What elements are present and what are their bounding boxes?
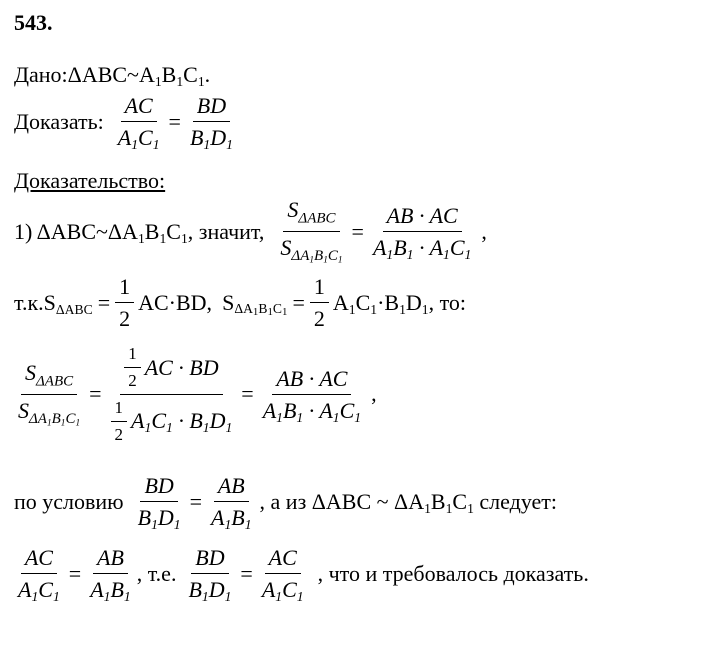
fraction-bd-over-b1d1-2: $\frac{BD}{B_1D_1}$	[137, 473, 181, 532]
then-label: , то:	[428, 289, 467, 315]
area-computation-line: $\frac{S_{\Delta ABC}}{S_{\Delta A_1B_1C_1}}$ = $\frac{1}{2}$ AC · BD $\frac{1}{2}$ $A_1C_1 \cdot B_1D_1$ = $\frac{AB \cdot AC}{A_1B_1 \cdot A_1C_1}$ ,	[14, 345, 377, 443]
given-line	[14, 62, 211, 89]
te-label: , т.е.	[136, 560, 177, 586]
expr-a1c1-b1d1: $A_1C_1\cdot B_1D_1$	[332, 289, 429, 317]
fraction-ac-over-a1c1-3: $\frac{AC}{A_1C_1}$	[261, 545, 304, 604]
fraction-half-products: $\frac{1}{2}$ AC · BD $\frac{1}{2}$ $A_1C_1 \cdot B_1D_1$	[107, 345, 237, 443]
fraction-ab-ac-ratio-2: $\frac{AB \cdot AC}{A_1B_1 \cdot A_1C_1}$	[262, 365, 362, 425]
proof-heading: Доказательство:	[14, 168, 166, 193]
expr-ac-bd: AC·BD,	[138, 289, 213, 315]
follows-text: , а из ΔABC ~ $\Delta A_1B_1C_1$ следует:	[259, 488, 558, 516]
fraction-area-ratio: $\frac{S_{\Delta ABC}}{S_{\Delta A_1B_1C_1}}$	[280, 197, 343, 266]
fraction-bd-over-b1d1-3: $\frac{BD}{B_1D_1}$	[188, 545, 232, 604]
fraction-one-half-2: $\frac{1}{2}$	[310, 275, 329, 330]
fraction-ac-over-a1c1-2: $\frac{AC}{A_1C_1}$	[18, 545, 60, 604]
condition-label: по условию	[14, 488, 124, 514]
given-expression: $\Delta ABC\sim A_1B_1C_1$.	[67, 62, 211, 89]
fraction-ab-over-a1b1-2: $\frac{AB}{A_1B_1}$	[90, 545, 131, 604]
problem-number: 543.	[14, 10, 53, 35]
fraction-area-ratio-2: $\frac{S_{\Delta ABC}}{S_{\Delta A_1B_1C_1}}$	[18, 359, 81, 429]
fraction-bd-over-b1d1: $\frac{BD}{B_1D_1}$	[189, 93, 233, 152]
step1-prefix: 1) $\Delta ABC\sim\Delta A_1B_1C_1$, значит,	[14, 218, 265, 246]
fraction-ab-over-a1b1: $\frac{AB}{A_1B_1}$	[211, 473, 252, 532]
fraction-ab-ac-ratio: $\frac{AB \cdot AC}{A_1B_1 \cdot A_1C_1}$	[372, 202, 472, 262]
prove-label: Доказать:	[14, 108, 104, 134]
prove-line: Доказать: $\frac{AC}{A_1C_1}$ = $\frac{BD}{B_1D_1}$	[14, 94, 237, 149]
fraction-one-half: $\frac{1}{2}$	[115, 275, 134, 330]
final-line: $\frac{AC}{A_1C_1}$ = $\frac{AB}{A_1B_1}$ , т.е. $\frac{BD}{B_1D_1}$ = $\frac{AC}{A_1C_1}$ , что и требовалось доказать.	[14, 546, 589, 601]
fraction-ac-over-a1c1: $\frac{AC}{A_1C_1}$	[117, 93, 160, 152]
condition-line: по условию $\frac{BD}{B_1D_1}$ = $\frac{AB}{A_1B_1}$ , а из ΔABC ~ $\Delta A_1B_1C_1$ следует:	[14, 473, 558, 532]
given-label: Дано:	[14, 62, 68, 87]
conclusion: , что и требовалось доказать.	[317, 560, 589, 586]
since-line: т.к. $S_{\Delta ABC}$ = $\frac{1}{2}$ AC·BD, $S_{\Delta A_1B_1C_1}$ = $\frac{1}{2}$ $A_1C_1\cdot B_1D_1$ , то:	[14, 274, 467, 332]
since-label: т.к.	[14, 289, 44, 315]
step1-line: 1) $\Delta ABC\sim\Delta A_1B_1C_1$, значит, $\frac{S_{\Delta ABC}}{S_{\Delta A_1B_1C_1}}$ = $\frac{AB \cdot AC}{A_1B_1 \cdot A_1C_1}$ ,	[14, 197, 487, 266]
